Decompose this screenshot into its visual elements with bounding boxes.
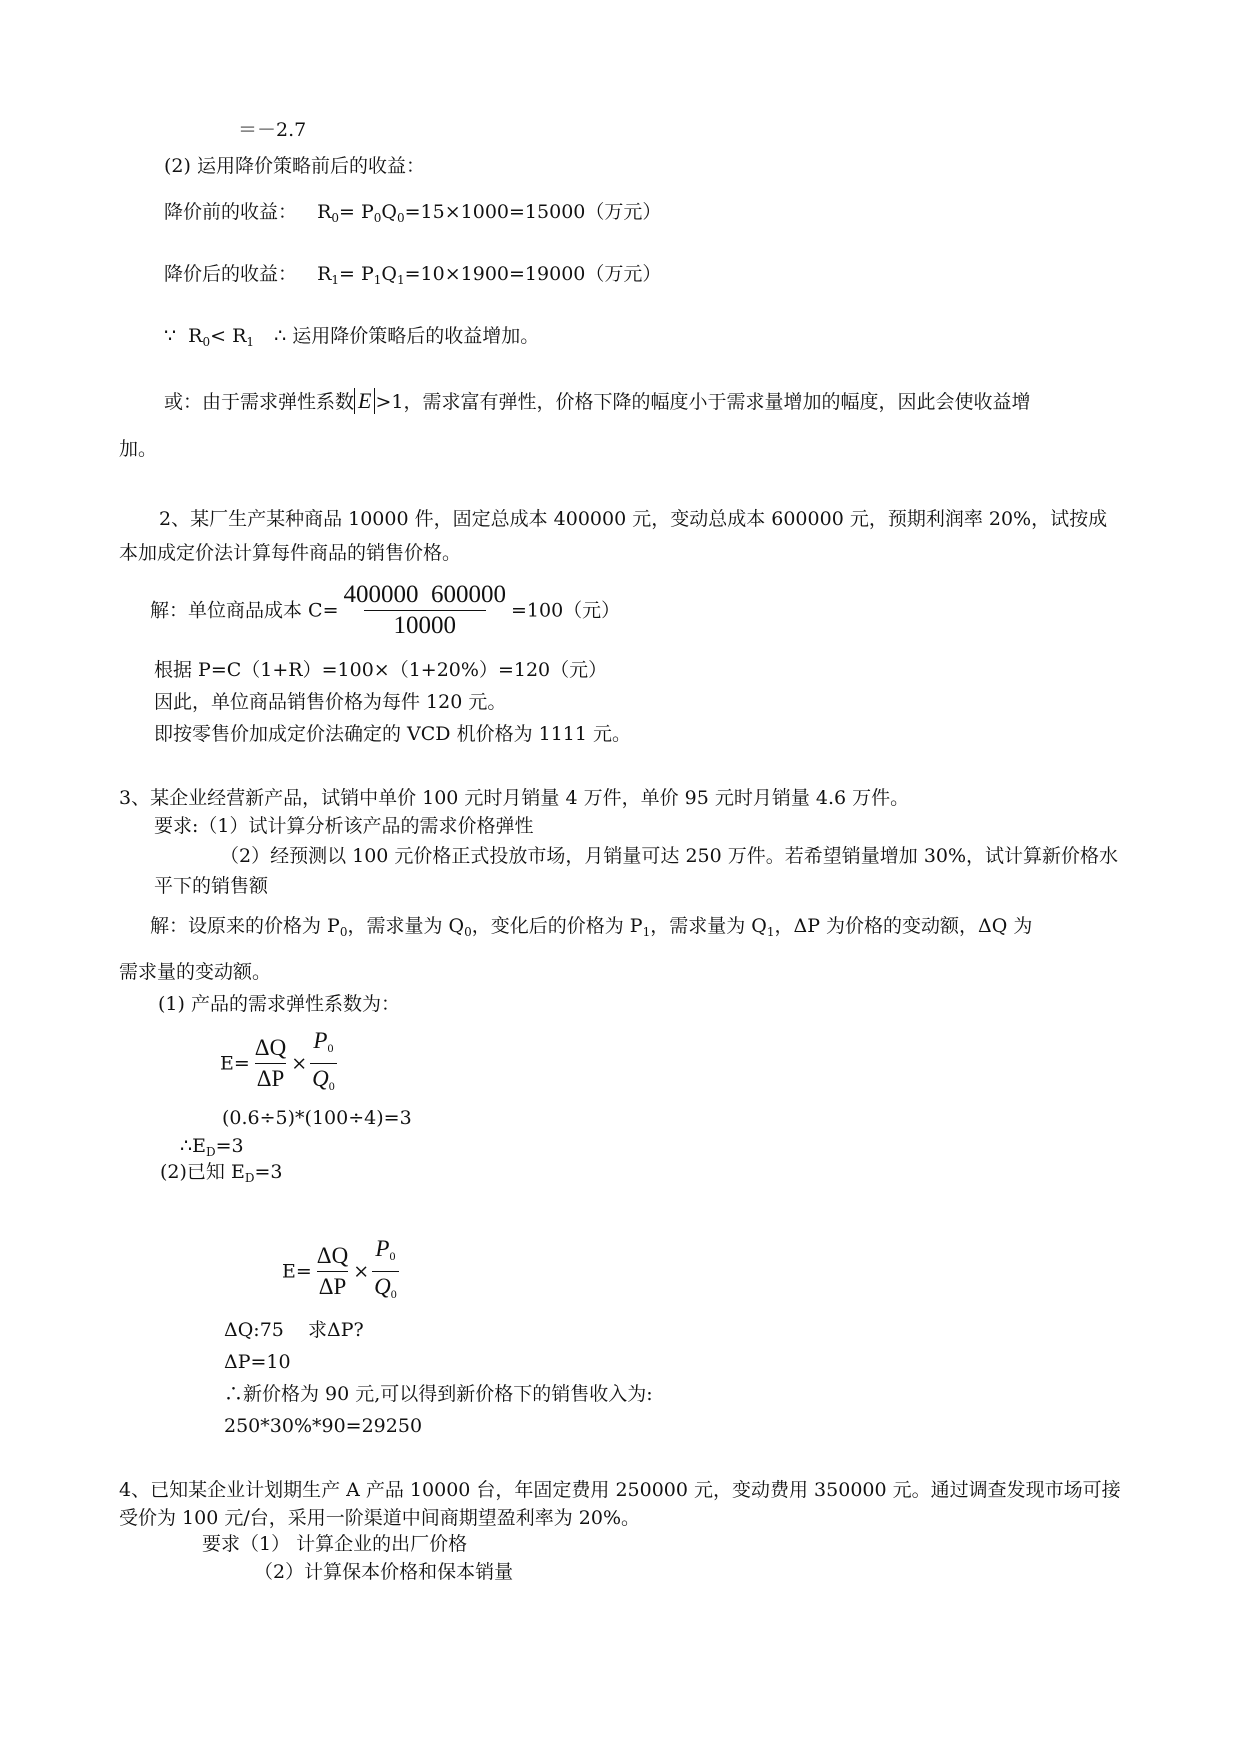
unit-cost-label: 解：单位商品成本 C=	[150, 599, 339, 622]
unit-cost-result: =100（元）	[511, 599, 621, 622]
sales-revenue-line: 250*30%*90=29250	[224, 1415, 423, 1437]
elasticity-abs-E: E	[354, 388, 375, 414]
revenue-after-value: =10×1900=19000（万元）	[404, 263, 662, 285]
revenue-conclusion-line: ∵ $R_0< R_1$ ∴ 运用降价策略后的收益增加。	[164, 325, 540, 349]
delta-q-line: ΔQ:75 求ΔP?	[224, 1319, 364, 1341]
unit-cost-fraction	[342, 580, 509, 641]
revenue-before-value: =15×1000=15000（万元）	[404, 201, 662, 223]
question-4-requirement-2: （2）计算保本价格和保本销量	[254, 1561, 514, 1583]
elasticity-explanation-line	[164, 388, 1030, 414]
question-3-requirement-1: 要求:（1）试计算分析该产品的需求价格弹性	[154, 815, 534, 837]
delta-p-line: ΔP=10	[224, 1351, 291, 1373]
question-3-requirement-2: （2）经预测以 100 元价格正式投放市场，月销量可达 250 万件。若希望销量增加 30%，试计算新价格水平下的销售额	[154, 845, 1119, 897]
part-2-given: (2)已知 $E_D=3$	[160, 1161, 283, 1185]
p0-over-q0-2: $\frac{P_0}{Q_0}$	[372, 1234, 399, 1309]
question-4-requirement-1: 要求（1） 计算企业的出厂价格	[202, 1533, 468, 1555]
p0-over-q0: $\frac{P_0}{Q_0}$	[310, 1026, 337, 1101]
result-line: ＝－2.7	[238, 119, 307, 141]
revenue-after-label: 降价后的收益：	[164, 263, 298, 285]
dq-over-dp-2: $\frac{\Delta Q}{\Delta P}$	[315, 1241, 350, 1302]
unit-cost-line	[150, 580, 620, 641]
solution-3-intro: 解：设原来的价格为 $P_0$，需求量为 $Q_0$，变化后的价格为 $P_1$，需求量为 $Q_1$，ΔP 为价格的变动额，ΔQ 为	[150, 915, 1033, 939]
unit-cost-numerator: 400000 600000	[343, 581, 506, 608]
because-symbol: ∵	[164, 325, 177, 347]
price-conclusion-line: 因此，单位商品销售价格为每件 120 元。	[154, 691, 507, 713]
elasticity-explanation-continued: 加。	[119, 438, 158, 460]
elasticity-calculation: (0.6÷5)*(100÷4)=3	[222, 1107, 412, 1129]
elasticity-formula-1: E= $\frac{\Delta Q}{\Delta P}$ × $\frac{P_0}{Q_0}$	[220, 1026, 340, 1101]
question-4-text: 4、已知某企业计划期生产 A 产品 10000 台，年固定费用 250000 元，变动费用 350000 元。通过调查发现市场可接受价为 100 元/台，采用一阶渠道中间商期望盈利率为 20%。	[119, 1479, 1121, 1529]
elasticity-result: $\therefore E_D=3$	[180, 1135, 244, 1159]
elasticity-formula-2: E= $\frac{\Delta Q}{\Delta P}$ × $\frac{P_0}{Q_0}$	[282, 1234, 402, 1309]
new-price-line: ∴新价格为 90 元,可以得到新价格下的销售收入为:	[224, 1383, 653, 1405]
vcd-price-line: 即按零售价加成定价法确定的 VCD 机价格为 1111 元。	[154, 723, 632, 745]
revenue-conclusion-text: 运用降价策略后的收益增加。	[292, 325, 540, 347]
revenue-before-label: 降价前的收益：	[164, 201, 298, 223]
dq-over-dp: $\frac{\Delta Q}{\Delta P}$	[253, 1033, 288, 1094]
therefore-symbol: ∴	[274, 325, 287, 347]
solution-3-intro-continued: 需求量的变动额。	[119, 961, 272, 983]
elasticity-explanation-tail: >1，需求富有弹性，价格下降的幅度小于需求量增加的幅度，因此会使收益增	[375, 391, 1031, 413]
question-2-text: 2、某厂生产某种商品 10000 件，固定总成本 400000 元，变动总成本 600000 元，预期利润率 20%，试按成本加成定价法计算每件商品的销售价格。	[119, 508, 1108, 564]
section-heading-revenue: (2) 运用降价策略前后的收益：	[164, 155, 425, 177]
unit-cost-denominator: 10000	[364, 610, 487, 641]
elasticity-explanation-head: 或：由于需求弹性系数	[164, 391, 355, 413]
elasticity-heading: (1) 产品的需求弹性系数为：	[158, 993, 400, 1015]
question-3-text: 3、某企业经营新产品，试销中单价 100 元时月销量 4 万件，单价 95 元时月销量 4.6 万件。	[119, 787, 910, 809]
revenue-before-line: 降价前的收益： $R_0= P_0Q_0=15\times 1000=15000$（万元）	[164, 201, 662, 225]
revenue-after-line: 降价后的收益： $R_1= P_1Q_1=10\times 1900=19000$（万元）	[164, 263, 662, 287]
price-formula-line: 根据 P=C（1+R）=100×（1+20%）=120（元）	[154, 659, 608, 681]
